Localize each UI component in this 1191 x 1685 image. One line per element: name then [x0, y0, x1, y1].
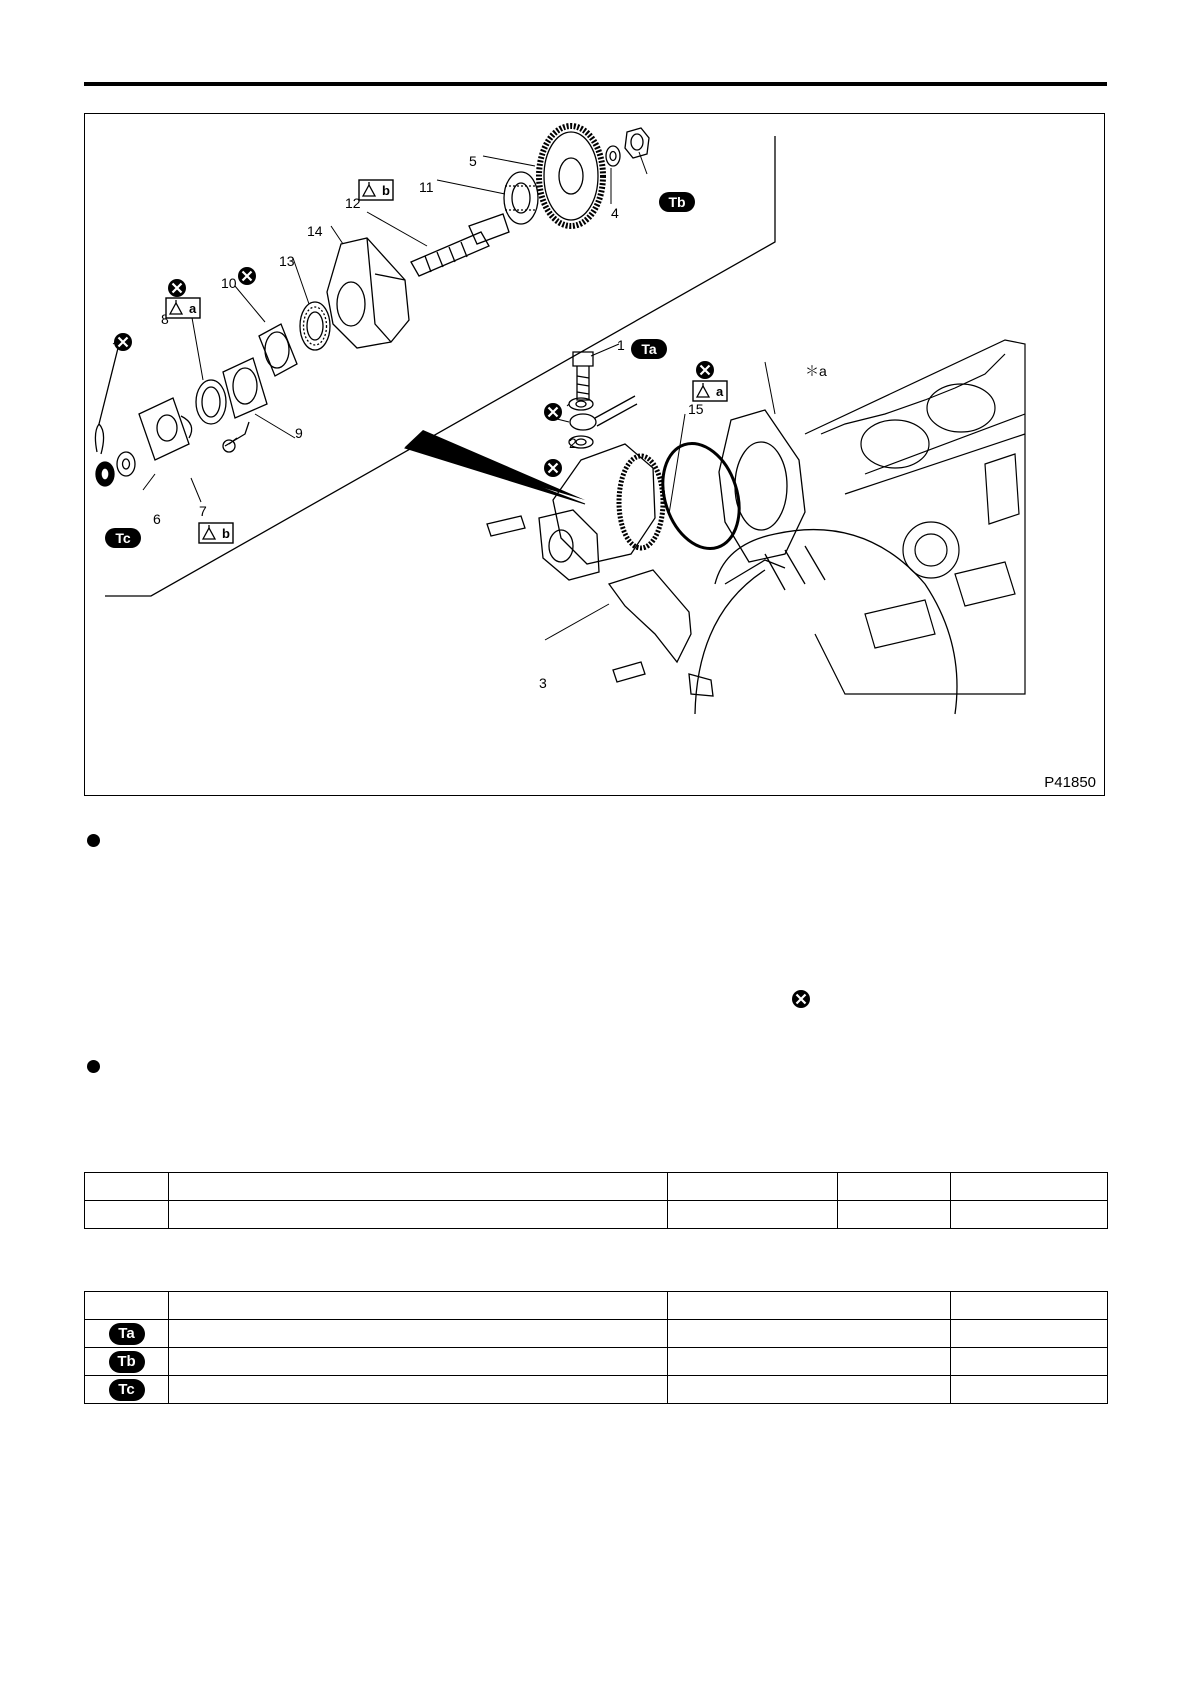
- torque-badge-tc: Tc: [115, 530, 131, 546]
- replace-part-icon: [791, 989, 811, 1009]
- washer-4: [606, 146, 620, 166]
- bullet-icon: [87, 1060, 100, 1073]
- table-row: [85, 1173, 1108, 1201]
- lubricant-icon: [166, 180, 727, 543]
- gasket-10: [259, 324, 297, 376]
- nut-4: [625, 128, 649, 158]
- callout-6: 6: [153, 511, 161, 527]
- callout-11: 11: [419, 179, 434, 195]
- bolt-1: [573, 352, 593, 400]
- washer-6: [117, 452, 135, 476]
- bullet-icon: [87, 834, 100, 847]
- case-14: [327, 238, 409, 348]
- cotter-pin: [95, 344, 119, 454]
- torque-badge-tb: Tb: [668, 194, 686, 210]
- maintenance-standard-table: [84, 1172, 1108, 1229]
- callout-9: 9: [295, 425, 303, 441]
- retainer-9: [223, 358, 267, 452]
- torque-badge-tc: Tc: [109, 1379, 145, 1401]
- nut-6: [96, 462, 114, 486]
- bracket-3: [609, 570, 713, 696]
- bearing-11: [504, 172, 538, 224]
- lube-label-b: b: [222, 526, 230, 541]
- callout-10: 10: [221, 275, 237, 291]
- torque-badge-tb: Tb: [109, 1351, 145, 1373]
- gear-5: [539, 126, 603, 226]
- torque-badge-icon: [105, 192, 695, 548]
- exploded-view-figure: [84, 113, 1105, 796]
- cylinder-block: [805, 340, 1025, 694]
- oil-seal-8: [196, 380, 226, 424]
- o-ring-15: [650, 434, 752, 559]
- callout-4: 4: [611, 205, 619, 221]
- callout-8: 8: [161, 311, 169, 327]
- callout-14: 14: [307, 223, 323, 239]
- torque-badge-ta: Ta: [641, 341, 657, 357]
- callout-5: 5: [469, 153, 477, 169]
- lube-label-b: b: [382, 183, 390, 198]
- callout-3: 3: [539, 675, 547, 691]
- torque-badge-ta: Ta: [109, 1323, 145, 1345]
- callout-15: 15: [688, 401, 704, 417]
- drive-unit-assembly: [487, 444, 663, 580]
- table-row: [85, 1348, 1108, 1376]
- leader-lines: [113, 152, 775, 640]
- table-row: [85, 1320, 1108, 1348]
- flange-7: [139, 398, 192, 460]
- callout-star-a: ＊a: [805, 363, 827, 379]
- tightening-torque-table: [84, 1291, 1108, 1404]
- figure-id: P41850: [1044, 774, 1096, 791]
- bearing-13: [300, 302, 330, 350]
- callout-12: 12: [345, 195, 361, 211]
- header-rule: [84, 82, 1107, 86]
- callout-7: 7: [199, 503, 207, 519]
- lube-label-a: a: [716, 384, 724, 399]
- callout-13: 13: [279, 253, 295, 269]
- table-row: [85, 1201, 1108, 1229]
- lube-label-a: a: [189, 301, 197, 316]
- callout-1: 1: [617, 337, 625, 353]
- table-row: [85, 1376, 1108, 1404]
- flywheel-housing: [695, 410, 957, 714]
- callout-2: 2: [569, 435, 577, 451]
- table-row: [85, 1292, 1108, 1320]
